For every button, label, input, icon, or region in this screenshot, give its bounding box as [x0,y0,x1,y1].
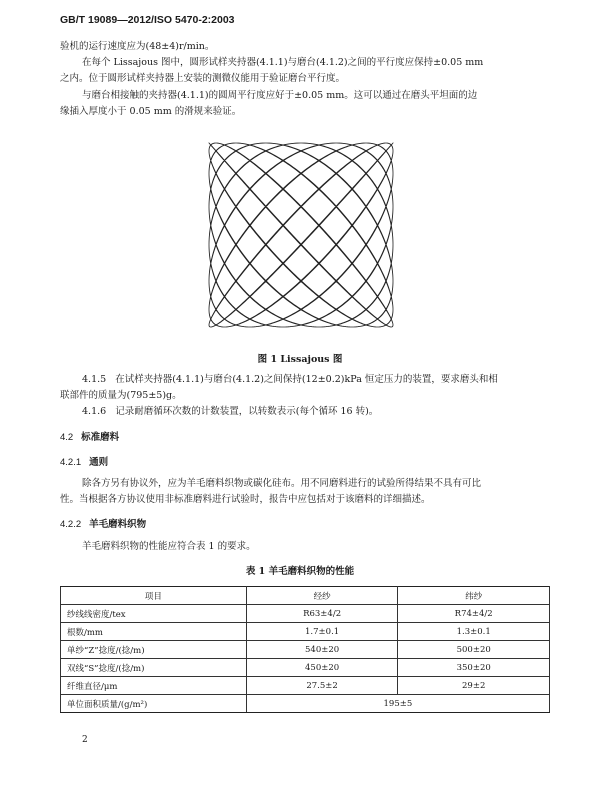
properties-table [60,586,550,713]
lissajous-figure [206,140,396,330]
table-header-row [61,587,550,605]
paragraph-holder-line1: 与磨台相接触的夹持器(4.1.1)的圆周平行度应好于±0.05 mm。这可以通过在磨头平坦面的边 [82,90,478,101]
warp-value: R63±4/2 [246,605,398,623]
section-number: 4.2.2 [60,519,82,530]
warp-value: 1.7±0.1 [246,623,398,641]
page-number: 2 [82,735,88,745]
section-4-2-2-heading [60,517,550,532]
weft-value: 29±2 [398,677,550,695]
clause-text: 记录耐磨循环次数的计数装置，以转数表示(每个循环 16 转)。 [115,406,379,417]
header-weft: 纬纱 [398,587,550,605]
clause-number: 4.1.5 [82,374,107,385]
header-warp: 经纱 [246,587,398,605]
table-row [61,659,550,677]
row-label: 单位面积质量/(g/m²) [61,695,247,713]
clause-text: 在试样夹持器(4.1.1)与磨台(4.1.2)之间保持(12±0.2)kPa 恒定压力的装置，要求磨头和相 [115,374,498,385]
section-4-2-heading [60,430,550,445]
table-row [61,623,550,641]
table-row [61,677,550,695]
mass-value: 195±5 [246,695,549,713]
section-title: 标准磨料 [81,432,120,443]
paragraph-general-line2: 性。当根据各方协议使用非标准磨料进行试验时，报告中应包括对于该磨料的详细描述。 [60,494,431,505]
clause-4-1-6 [82,404,572,419]
clause-4-1-5-line2: 联部件的质量为(795±5)g。 [60,390,182,401]
paragraph-parallelism-line2: 之内。位于圆形试样夹持器上安装的测微仪能用于验证磨台平行度。 [60,73,346,84]
section-number: 4.2 [60,432,74,443]
row-label: 单纱“Z”捻度/(捻/m) [61,641,247,659]
clause-number: 4.1.6 [82,406,107,417]
table-row [61,641,550,659]
lissajous-curves [209,143,393,327]
paragraph-holder-line2: 缘插入厚度小于 0.05 mm 的滑规来验证。 [60,106,242,117]
row-label: 根数/mm [61,623,247,641]
header-item: 项目 [61,587,247,605]
paragraph-wool-fabric: 羊毛磨料织物的性能应符合表 1 的要求。 [82,541,256,552]
weft-value: 500±20 [398,641,550,659]
warp-value: 540±20 [246,641,398,659]
section-4-2-1-heading [60,455,550,470]
section-number: 4.2.1 [60,457,82,468]
row-label: 纤维直径/μm [61,677,247,695]
paragraph-parallelism-line1: 在每个 Lissajous 图中，圆形试样夹持器(4.1.1)与磨台(4.1.2)之间的平行度应保持±0.05 mm [82,57,484,68]
paragraph-general-line1: 除各方另有协议外，应为羊毛磨料织物或碳化硅布。用不同磨料进行的试验所得结果不具有可比 [82,478,482,489]
document-header: GB/T 19089—2012/ISO 5470-2:2003 [60,14,235,26]
lissajous-path [209,143,393,327]
weft-value: R74±4/2 [398,605,550,623]
row-label: 双线“S”捻度/(捻/m) [61,659,247,677]
clause-4-1-5-line1 [82,372,572,387]
paragraph-speed: 验机的运行速度应为(48±4)r/min。 [60,41,215,52]
section-title: 通则 [89,457,109,468]
warp-value: 27.5±2 [246,677,398,695]
table-row [61,695,550,713]
row-label: 纱线线密度/tex [61,605,247,623]
warp-value: 450±20 [246,659,398,677]
weft-value: 350±20 [398,659,550,677]
table-row [61,605,550,623]
weft-value: 1.3±0.1 [398,623,550,641]
figure-caption: 图 1 Lissajous 图 [257,354,343,365]
section-title: 羊毛磨料织物 [89,519,147,530]
table-title: 表 1 羊毛磨料织物的性能 [245,566,355,577]
